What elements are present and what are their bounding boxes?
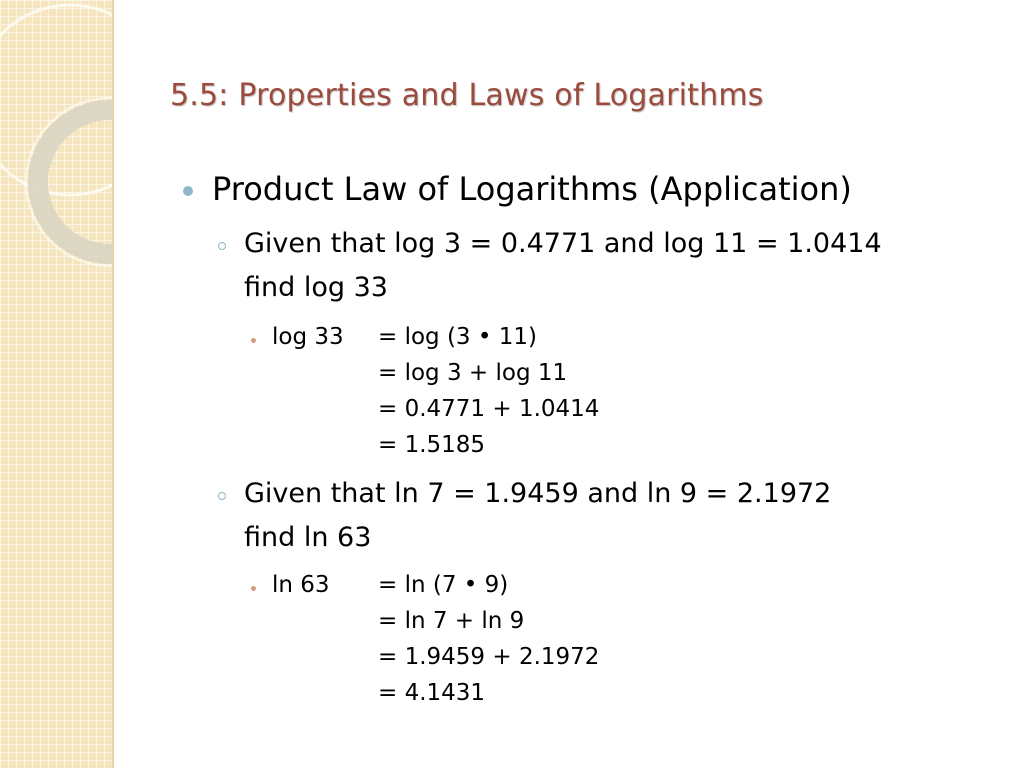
- example2-step: = 1.9459 + 2.1972: [378, 644, 600, 670]
- heading-product-law: Product Law of Logarithms (Application): [212, 170, 852, 208]
- bullet-level2: [218, 242, 226, 250]
- decorative-sidebar: [0, 0, 112, 768]
- example2-prompt-line1: Given that ln 7 = 1.9459 and ln 9 = 2.1972: [244, 478, 832, 509]
- example2-step: = ln (7 • 9): [378, 572, 509, 598]
- example1-step: = 1.5185: [378, 432, 486, 458]
- slide-title: 5.5: Properties and Laws of Logarithms: [170, 78, 764, 113]
- sidebar-divider: [112, 0, 114, 768]
- bullet-level1: [183, 186, 193, 196]
- example2-label: ln 63: [272, 572, 330, 598]
- example2-step: = 4.1431: [378, 680, 486, 706]
- bullet-level3: [251, 338, 256, 343]
- bullet-level2: [218, 492, 226, 500]
- bullet-level3: [251, 586, 256, 591]
- example1-prompt-line2: find log 33: [244, 272, 388, 303]
- example2-step: = ln 7 + ln 9: [378, 608, 525, 634]
- example1-step: = log (3 • 11): [378, 324, 537, 350]
- example1-step: = log 3 + log 11: [378, 360, 568, 386]
- example1-label: log 33: [272, 324, 344, 350]
- ring-decoration: [0, 0, 112, 768]
- example1-prompt-line1: Given that log 3 = 0.4771 and log 11 = 1.0414: [244, 228, 882, 259]
- example2-prompt-line2: find ln 63: [244, 522, 372, 553]
- example1-step: = 0.4771 + 1.0414: [378, 396, 600, 422]
